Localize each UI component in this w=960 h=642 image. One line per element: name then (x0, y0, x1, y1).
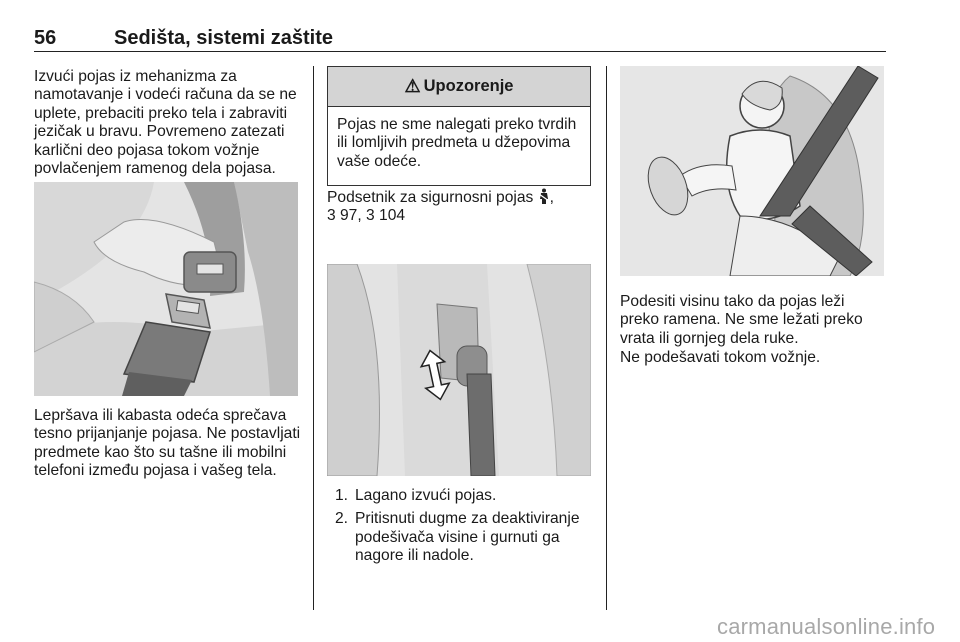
page-references: 3 97, 3 104 (327, 207, 406, 225)
warning-title: Upozorenje (423, 77, 514, 95)
height-adjuster-illustration (327, 264, 591, 476)
step-number: 2. (335, 510, 349, 528)
column-divider (606, 66, 607, 610)
page-title: Sedišta, sistemi zaštite (114, 27, 333, 49)
warning-box (327, 66, 591, 186)
intro-paragraph: Izvući pojas iz mehanizma za namotavanje i vodeći računa da se ne uplete, prebaciti preko tela i zabraviti jezičak u bravu. Povremeno zatezati karlični deo pojasa tokom vožnje povlačenjem ramenog dela pojasa. (34, 68, 297, 178)
warning-header (328, 67, 590, 107)
caution-paragraph: Lepršava ili kabasta odeća sprečava tesno prijanjanje pojasa. Ne postavljati predmete kao što su tašne ili mobilni telefoni između pojasa i vašeg tela. (34, 407, 301, 480)
reminder-text: Podsetnik za sigurnosni pojas (327, 189, 538, 206)
watermark: carmanualsonline.info (717, 614, 936, 639)
column-divider (313, 66, 314, 610)
buckle-illustration (34, 182, 298, 396)
step-text: Lagano izvući pojas. (355, 487, 497, 504)
belt-height-paragraph: Podesiti visinu tako da pojas leži preko ramena. Ne sme ležati preko vrata ili gornjeg dela ruke. (620, 293, 863, 347)
list-item (335, 510, 595, 565)
adjustment-steps (335, 487, 595, 571)
reminder-paragraph: Podsetnik za sigurnosni pojas , 3 97, 3 104 (327, 189, 554, 225)
page-header (34, 27, 886, 52)
list-item (335, 487, 595, 505)
warning-triangle-icon: ⚠ (404, 76, 421, 96)
page-number: 56 (34, 27, 57, 49)
no-adjust-while-driving: Ne podešavati tokom vožnje. (620, 349, 821, 366)
step-number: 1. (335, 487, 349, 504)
warning-text: Pojas ne sme nalegati preko tvrdih ili lomljivih predmeta u džepovima vaše odeće. (337, 116, 577, 170)
seatbelt-reminder-icon (538, 189, 550, 206)
belt-position-illustration (620, 66, 884, 276)
step-text: Pritisnuti dugme za deaktiviranje podešivača visine i gurnuti ga nagore ili nadole. (355, 510, 580, 565)
